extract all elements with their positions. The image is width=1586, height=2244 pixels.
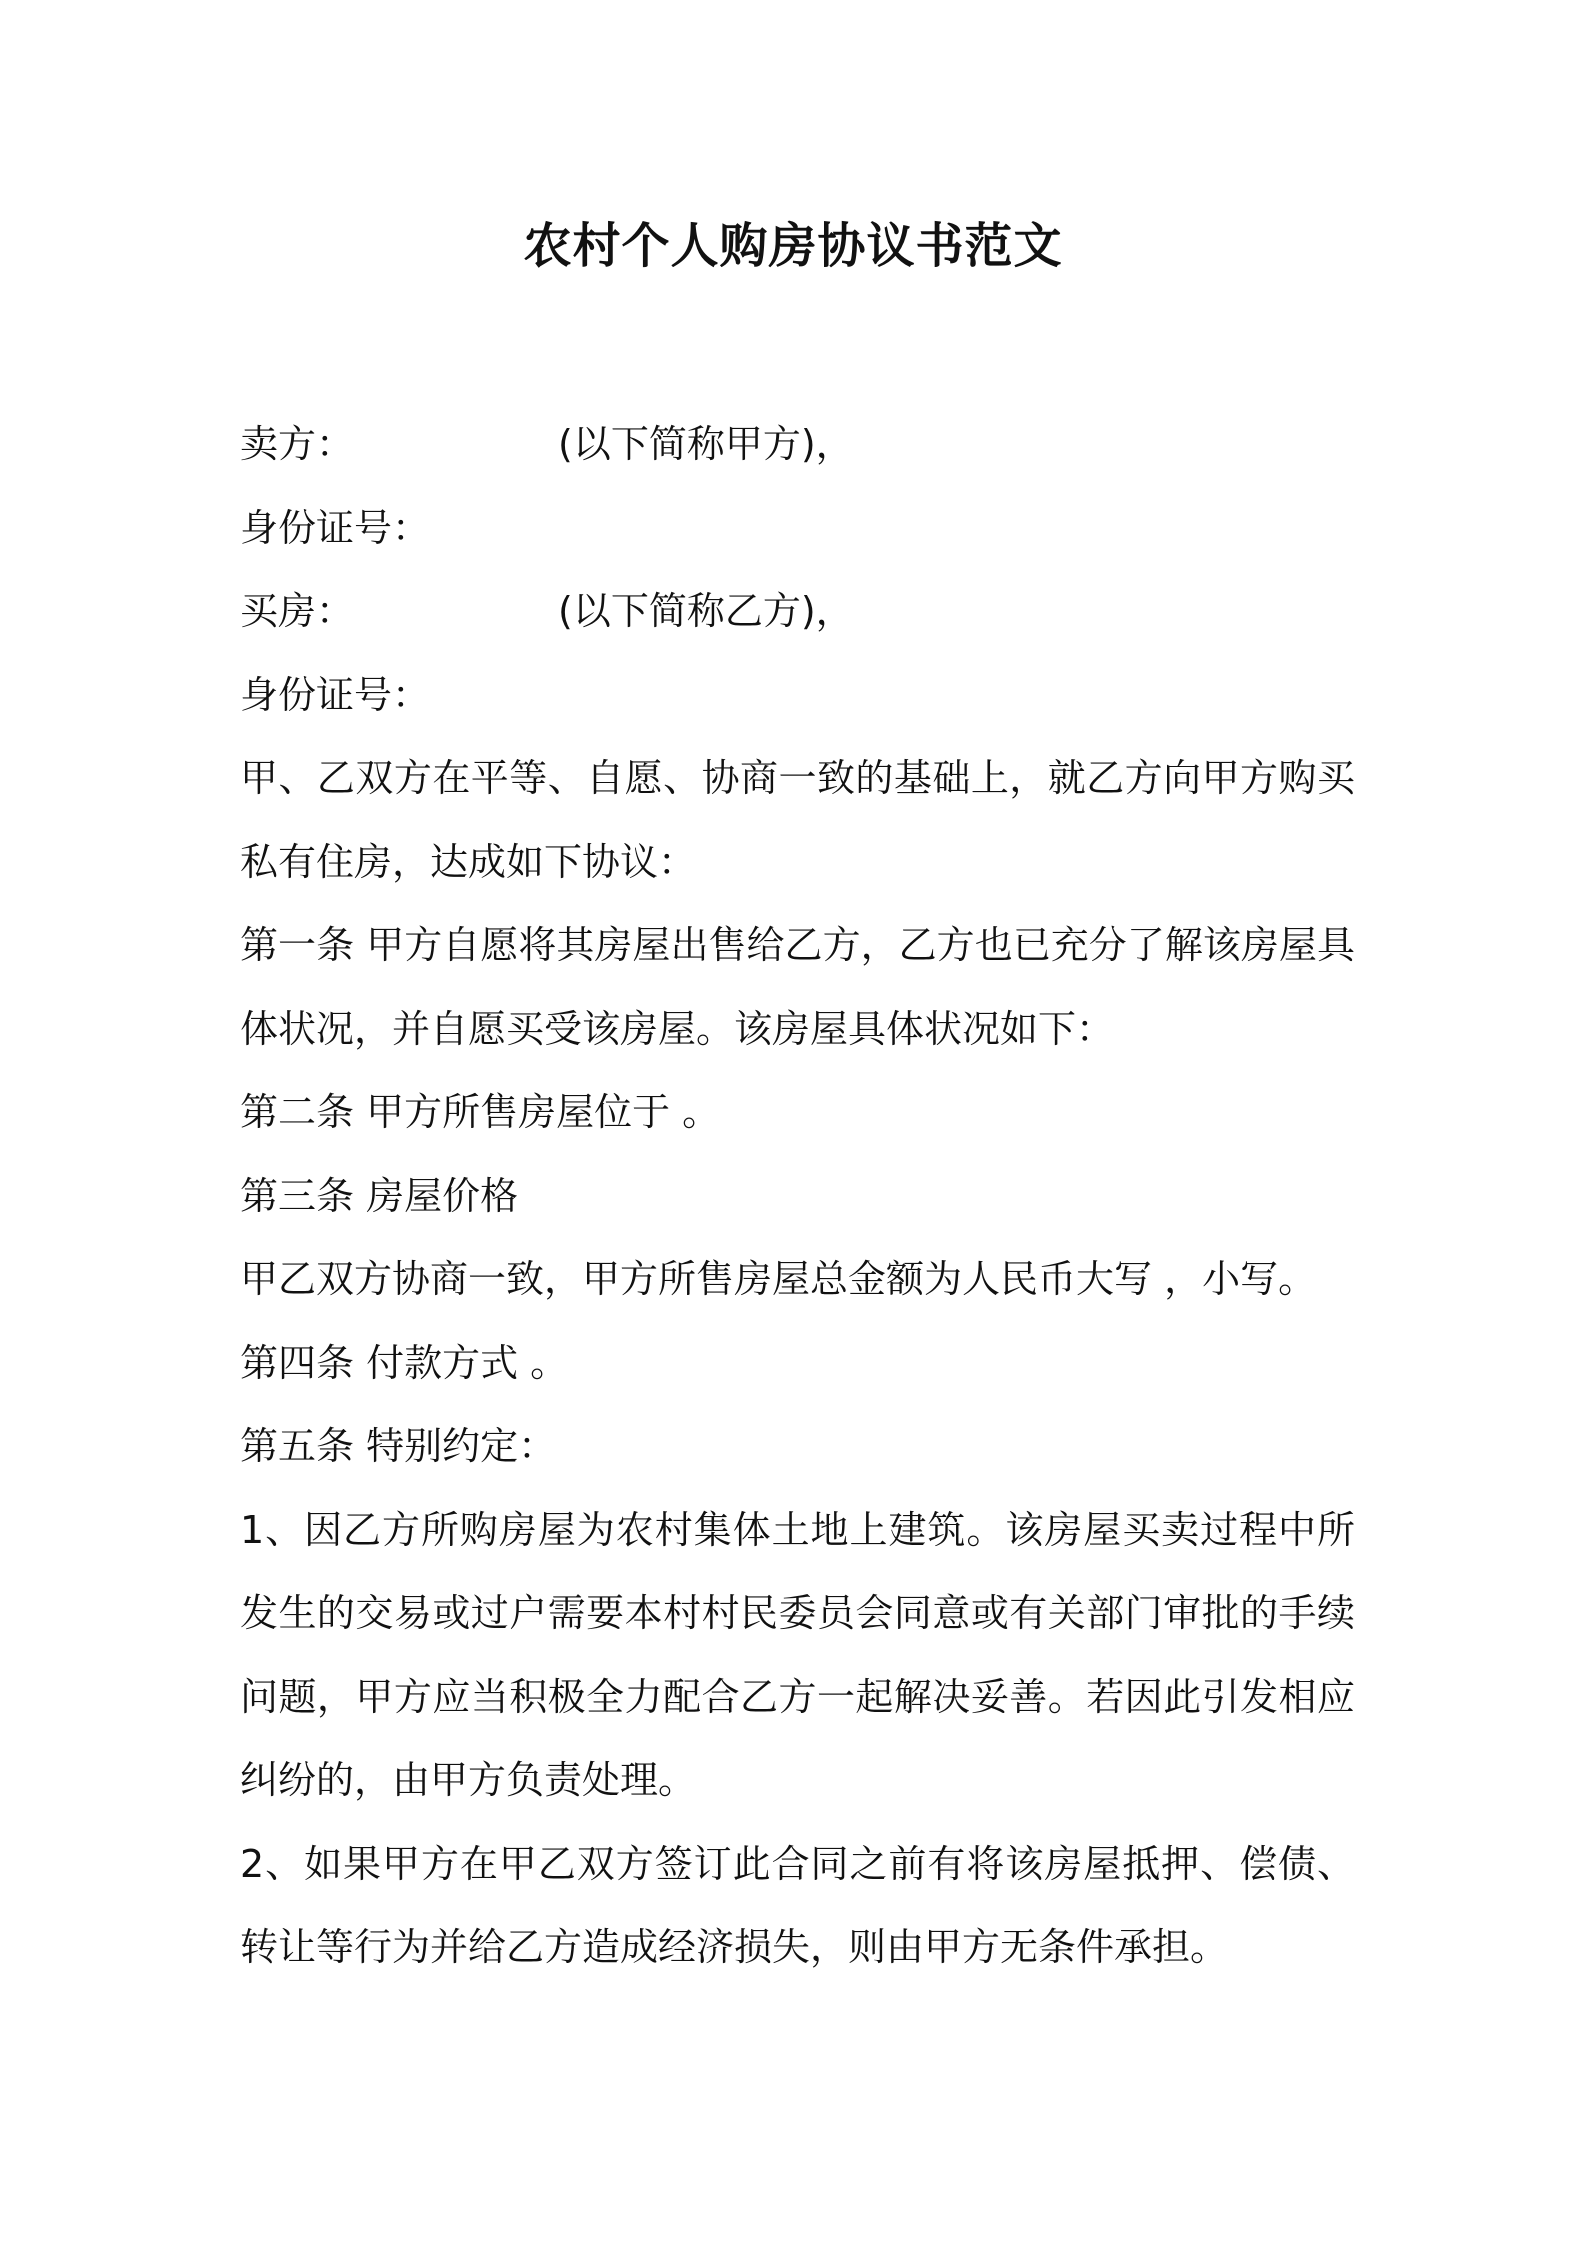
article-3: 第三条 房屋价格: [240, 1173, 519, 1218]
article-1: 第一条 甲方自愿将其房屋出售给乙方，乙方也已充分了解该房屋具体状况，并自愿买受该房屋。该房屋具体状况如下：: [240, 923, 1355, 1051]
seller-note: (以下简称甲方)，: [558, 422, 854, 466]
buyer-note: (以下简称乙方)，: [558, 589, 854, 633]
article-2: 第二条 甲方所售房屋位于 。: [240, 1090, 721, 1134]
buyer-id-line: 身份证号：: [240, 672, 431, 717]
article-5: 第五条 特别约定：: [240, 1424, 557, 1468]
seller-line: [240, 403, 1355, 487]
article-4: 第四条 付款方式 。: [240, 1340, 569, 1385]
buyer-label: 买房：: [240, 589, 355, 633]
document-title: 农村个人购房协议书范文: [523, 218, 1063, 274]
price-line: 甲乙双方协商一致，甲方所售房屋总金额为人民币大写 ，小写。: [240, 1257, 1317, 1301]
clause-2: 2、如果甲方在甲乙双方签订此合同之前有将该房屋抵押、偿债、转让等行为并给乙方造成经济损失，则由甲方无条件承担。: [240, 1841, 1355, 1969]
buyer-line: [240, 570, 1355, 654]
clause-1: 1、因乙方所购房屋为农村集体土地上建筑。该房屋买卖过程中所发生的交易或过户需要本村村民委员会同意或有关部门审批的手续问题，甲方应当积极全力配合乙方一起解决妥善。若因此引发相应纠纷的，由甲方负责处理。: [240, 1507, 1355, 1802]
seller-label: 卖方：: [240, 422, 355, 466]
intro-paragraph: 甲、乙双方在平等、自愿、协商一致的基础上，就乙方向甲方购买私有住房，达成如下协议：: [240, 756, 1355, 884]
document-body: [240, 403, 1355, 1990]
seller-id-line: 身份证号：: [240, 505, 431, 550]
